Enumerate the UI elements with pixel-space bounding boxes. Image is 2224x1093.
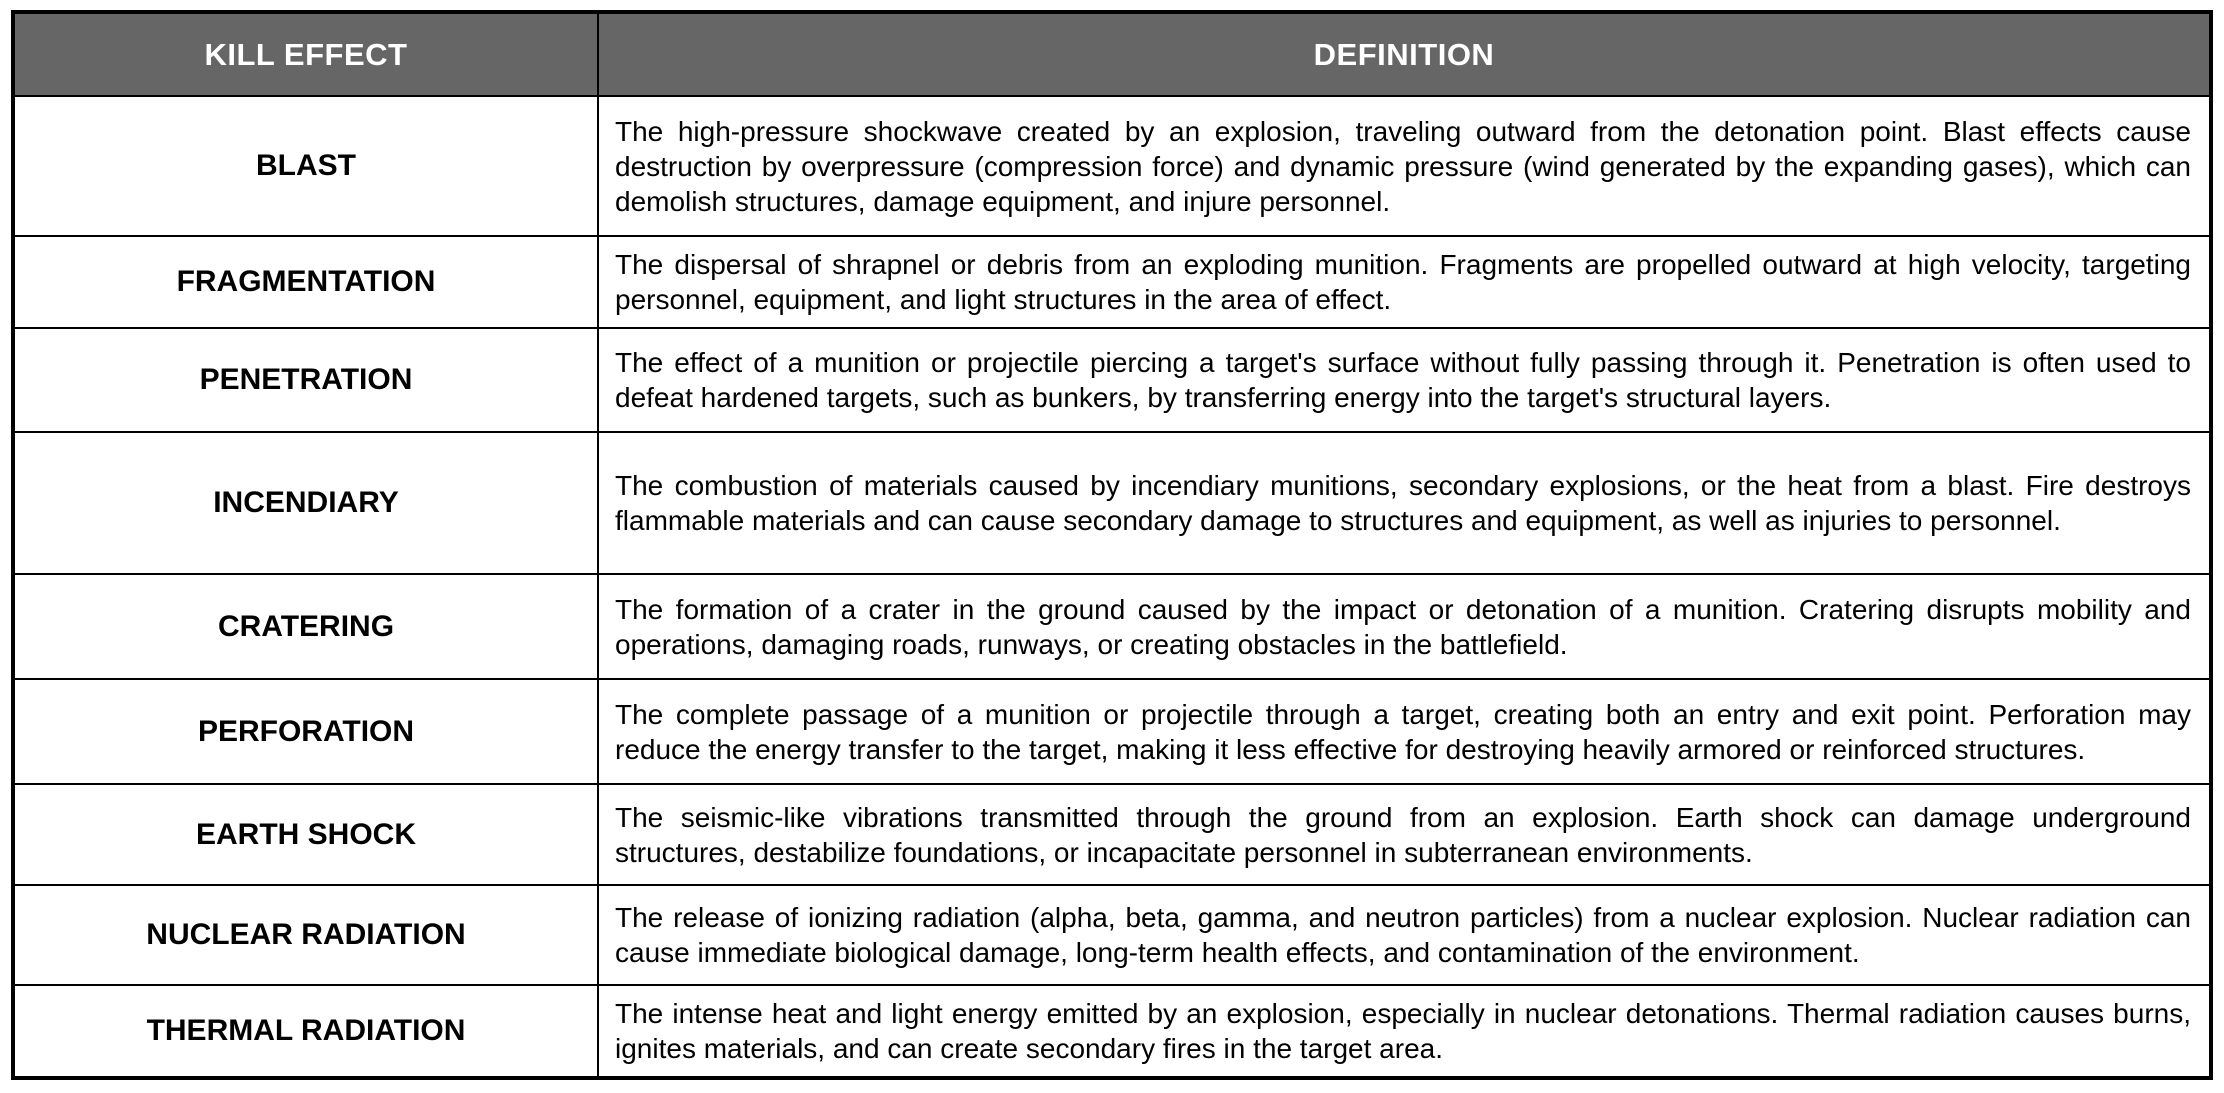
table-row-penetration — [13, 328, 2211, 432]
table-row-thermal-radiation — [13, 985, 2211, 1078]
kill-effect-cell: NUCLEAR RADIATION — [13, 885, 598, 985]
kill-effect-cell: PENETRATION — [13, 328, 598, 432]
definition-cell: The dispersal of shrapnel or debris from an exploding munition. Fragments are propelled outward at high velocity, targeting personnel, equipment, and light structures in the area of effect. — [598, 236, 2211, 328]
table-row-nuclear-radiation — [13, 885, 2211, 985]
table-row-fragmentation — [13, 236, 2211, 328]
definition-cell: The effect of a munition or projectile piercing a target's surface without fully passing through it. Penetration is often used to defeat hardened targets, such as bunkers, by transferring energy into the target's structural layers. — [598, 328, 2211, 432]
kill-effect-cell: CRATERING — [13, 574, 598, 679]
kill-effect-cell: EARTH SHOCK — [13, 784, 598, 885]
table-row-earth-shock — [13, 784, 2211, 885]
column-header-kill-effect: KILL EFFECT — [13, 12, 598, 96]
table-header-row — [13, 12, 2211, 96]
kill-effect-cell: THERMAL RADIATION — [13, 985, 598, 1078]
table-row-blast — [13, 96, 2211, 236]
definition-cell: The high-pressure shockwave created by an explosion, traveling outward from the detonation point. Blast effects cause destruction by overpressure (compression force) and dynamic pressure (wind generated by the expanding gases), which can demolish structures, damage equipment, and injure personnel. — [598, 96, 2211, 236]
table-row-incendiary — [13, 432, 2211, 574]
kill-effects-table — [11, 10, 2213, 1080]
kill-effect-cell: INCENDIARY — [13, 432, 598, 574]
definition-cell: The formation of a crater in the ground caused by the impact or detonation of a munition. Cratering disrupts mobility and operations, damaging roads, runways, or creating obstacles in the battlefield. — [598, 574, 2211, 679]
table-row-cratering — [13, 574, 2211, 679]
kill-effect-cell: FRAGMENTATION — [13, 236, 598, 328]
definition-cell: The release of ionizing radiation (alpha, beta, gamma, and neutron particles) from a nuclear explosion. Nuclear radiation can cause immediate biological damage, long-term health effects, and contamination of the environment. — [598, 885, 2211, 985]
definition-cell: The combustion of materials caused by incendiary munitions, secondary explosions, or the heat from a blast. Fire destroys flammable materials and can cause secondary damage to structures and equipment, as well as injuries to personnel. — [598, 432, 2211, 574]
kill-effect-cell: BLAST — [13, 96, 598, 236]
definition-cell: The complete passage of a munition or projectile through a target, creating both an entry and exit point. Perforation may reduce the energy transfer to the target, making it less effective for destroying heavily armored or reinforced structures. — [598, 679, 2211, 784]
kill-effect-cell: PERFORATION — [13, 679, 598, 784]
definition-cell: The seismic-like vibrations transmitted through the ground from an explosion. Earth shock can damage underground structures, destabilize foundations, or incapacitate personnel in subterranean environments. — [598, 784, 2211, 885]
column-header-definition: DEFINITION — [598, 12, 2211, 96]
definition-cell: The intense heat and light energy emitted by an explosion, especially in nuclear detonations. Thermal radiation causes burns, ignites materials, and can create secondary fires in the target area. — [598, 985, 2211, 1078]
table-row-perforation — [13, 679, 2211, 784]
